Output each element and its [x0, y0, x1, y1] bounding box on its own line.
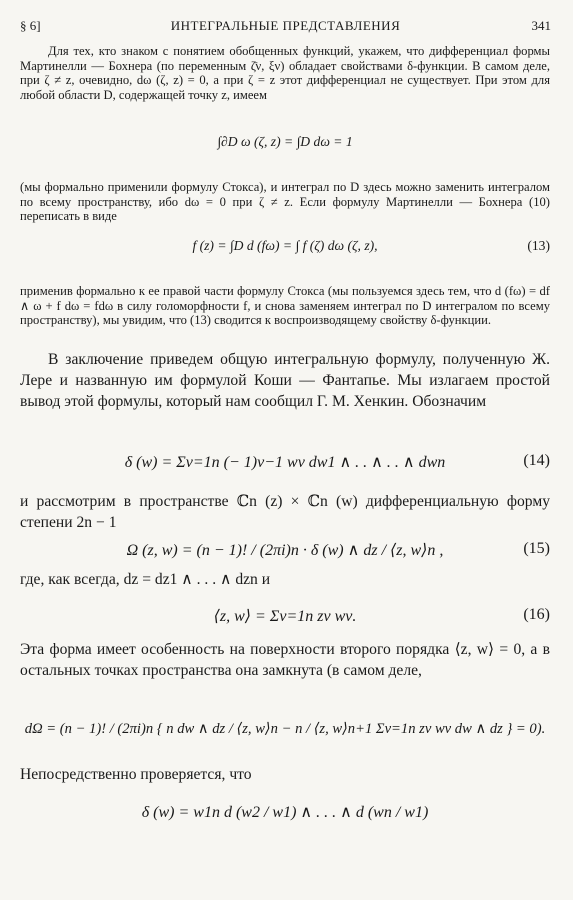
formula-15: Ω (z, w) = (n − 1)! / (2πi)n · δ (w) ∧ dz / ⟨z, w⟩n , (15): [126, 540, 550, 559]
equation-number-15: (15): [523, 540, 550, 557]
formula-13: f (z) = ∫D d (fω) = ∫ f (ζ) dω (ζ, z), (13): [192, 238, 550, 253]
formula-integral-unity: ∫∂D ω (ζ, z) = ∫D dω = 1: [217, 134, 353, 149]
page-number: 341: [531, 18, 551, 33]
paragraph-5: и рассмотрим в пространстве ℂn (z) × ℂn (w) дифференциальную форму степени 2n − 1: [20, 493, 550, 531]
paragraph-1: Для тех, кто знаком с понятием обобщенных функций, укажем, что дифференциал формы Мартинелли — Бохнера (по переменным ζ̄ν, ξν) обладает свойствами δ-функции. В самом деле, при ζ ≠ z, очевидно, dω (ζ, z) = 0, а при ζ = z этот дифференциал не существует. При этом для любой области D, содержащей точку z, имеем: [20, 44, 550, 102]
formula-delta-representation: δ (w) = w1n d (w2 / w1) ∧ . . . ∧ d (wn / w1): [141, 804, 429, 821]
equation-number-16: (16): [523, 606, 550, 623]
formula-14: δ (w) = Σν=1n (− 1)ν−1 wν dw1 ∧ . . ∧ . . ∧ dwn (14): [124, 452, 550, 471]
running-title: ИНТЕГРАЛЬНЫЕ ПРЕДСТАВЛЕНИЯ: [170, 18, 401, 33]
section-marker: § 6]: [20, 18, 41, 33]
equation-number-14: (14): [523, 452, 550, 469]
running-header: [20, 18, 551, 36]
formula-16: ⟨z, w⟩ = Σν=1n zν wν. (16): [213, 606, 550, 625]
equation-number-13: (13): [527, 238, 550, 253]
paragraph-8: Непосредственно проверяется, что: [20, 766, 252, 783]
paragraph-2: (мы формально применили формулу Стокса), и интеграл по D здесь можно заменить интегралом по всему пространству, ибо dω = 0 при ζ ≠ z. Если формулу Мартинелли — Бохнера (10) переписать в виде: [20, 180, 550, 224]
formula-closedness: dΩ = (n − 1)! / (2πi)n { n dw ∧ dz / ⟨z, w⟩n − n / ⟨z, w⟩n+1 Σν=1n zν wν dw ∧ dz } = 0).: [24, 721, 546, 737]
paragraph-7: Эта форма имеет особенность на поверхности второго порядка ⟨z, w⟩ = 0, а в остальных точках пространства она замкнута (в самом деле,: [20, 641, 550, 679]
paragraph-3: применив формально к ее правой части формулу Стокса (мы пользуемся здесь тем, что d (fω) = df ∧ ω + f dω = fdω в силу голоморфности f, и снова заменяем интеграл по D интегралом по всему пространству), мы увидим, что (13) сводится к воспроизводящему свойству δ-функции.: [20, 284, 550, 328]
paragraph-6: где, как всегда, dz = dz1 ∧ . . . ∧ dzn и: [20, 571, 271, 588]
paragraph-4: В заключение приведем общую интегральную формулу, полученную Ж. Лере и названную им формулой Коши — Фантапье. Мы излагаем простой вывод этой формулы, который нам сообщил Г. М. Хенкин. Обозначим: [20, 351, 550, 410]
